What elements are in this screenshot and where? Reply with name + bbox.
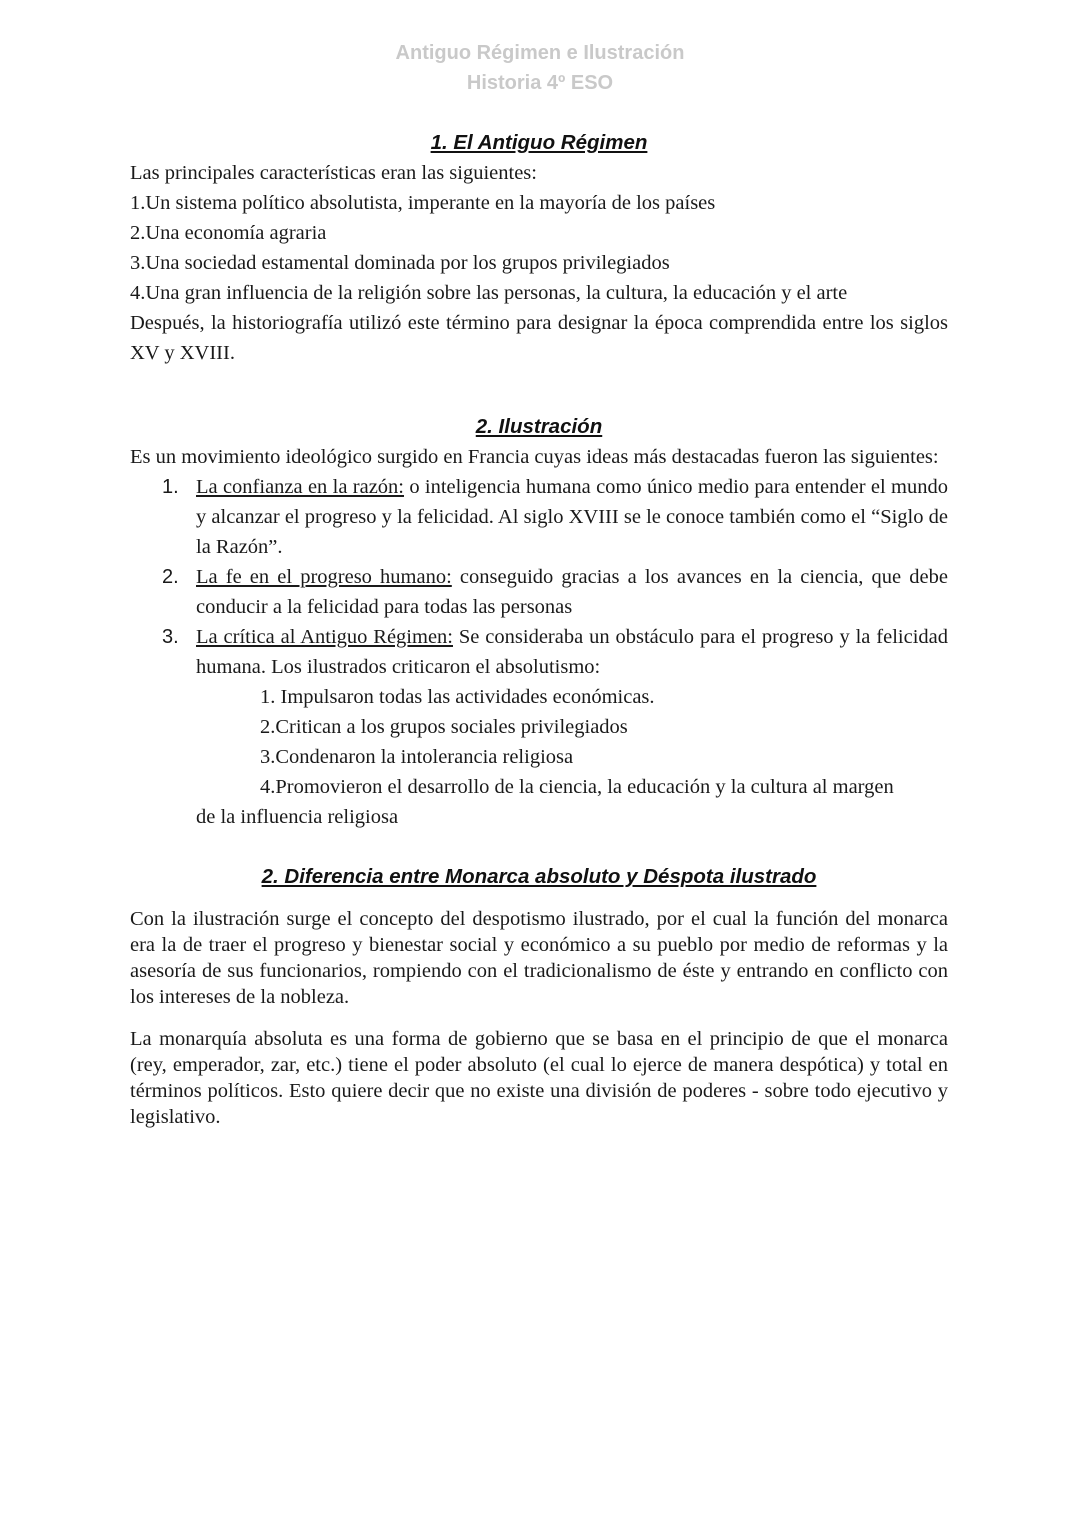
page-header (0, 38, 1080, 98)
section1-intro: Las principales características eran las siguientes: (130, 162, 537, 184)
section3-paragraph: La monarquía absoluta es una forma de gobierno que se basa en el principio de que el monarca (rey, emperador, zar, etc.) tiene el poder absoluto (el cual lo ejerce de manera despótica) y total en términos políticos. Esto quiere decir que no existe una división de poderes - sobre todo ejecutivo y legislativo. (130, 1028, 948, 1128)
header-title: Antiguo Régimen e Ilustración (395, 42, 685, 64)
section1-closing: Después, la historiografía utilizó este término para designar la época comprendida entre los siglos XV y XVIII. (130, 312, 948, 364)
idea-text: o inteligencia humana como único medio para entender el mundo y alcanzar el progreso y la felicidad. Al siglo XVIII se le conoce también como el “Siglo de la Razón”. (196, 476, 948, 558)
section1-item: 1.Un sistema político absolutista, imperante en la mayoría de los países (130, 192, 716, 214)
section1-item: 2.Una economía agraria (130, 222, 327, 244)
idea-text: conseguido gracias a los avances en la ciencia, que debe conducir a la felicidad para todas las personas (196, 566, 948, 618)
sub-list-continuation: de la influencia religiosa (196, 806, 399, 828)
header-subtitle: Historia 4º ESO (466, 72, 614, 94)
critique-sub-list (130, 682, 948, 832)
section3-paragraph: Con la ilustración surge el concepto del despotismo ilustrado, por el cual la función del monarca era la de traer el progreso y bienestar social y económico a su pueblo por medio de reformas y la asesoría de sus funcionarios, rompiendo con el tradicionalismo de éste y entrando en conflicto con los intereses de la nobleza. (130, 908, 948, 1008)
section1-item: 3.Una sociedad estamental dominada por los grupos privilegiados (130, 252, 670, 274)
idea-text: Se consideraba un obstáculo para el progreso y la felicidad humana. Los ilustrados criticaron el absolutismo: (196, 626, 948, 678)
idea-number: 3. (162, 626, 179, 648)
section2-intro: Es un movimiento ideológico surgido en Francia cuyas ideas más destacadas fueron las siguientes: (130, 446, 939, 468)
ideas-list (130, 472, 948, 682)
sub-list-item: 4.Promovieron el desarrollo de la ciencia, la educación y la cultura al margen (260, 776, 894, 798)
idea-label: La crítica al Antiguo Régimen: (196, 626, 453, 648)
sub-list-item: 1. Impulsaron todas las actividades económicas. (260, 686, 655, 708)
idea-item (130, 472, 948, 562)
idea-number: 1. (162, 476, 179, 498)
section-title-diferencia: 2. Diferencia entre Monarca absoluto y Déspota ilustrado (261, 865, 817, 888)
sub-list-item: 2.Critican a los grupos sociales privilegiados (260, 716, 628, 738)
document-body (130, 128, 948, 1130)
sub-list-item: 3.Condenaron la intolerancia religiosa (260, 746, 574, 768)
idea-label: La fe en el progreso humano: (196, 566, 452, 588)
idea-number: 2. (162, 566, 179, 588)
idea-item (130, 562, 948, 622)
section-title-antiguo-regimen: 1. El Antiguo Régimen (430, 131, 648, 154)
section-title-ilustracion: 2. Ilustración (475, 415, 603, 438)
idea-label: La confianza en la razón: (196, 476, 404, 498)
section1-item: 4.Una gran influencia de la religión sobre las personas, la cultura, la educación y el arte (130, 282, 848, 304)
idea-item (130, 622, 948, 682)
